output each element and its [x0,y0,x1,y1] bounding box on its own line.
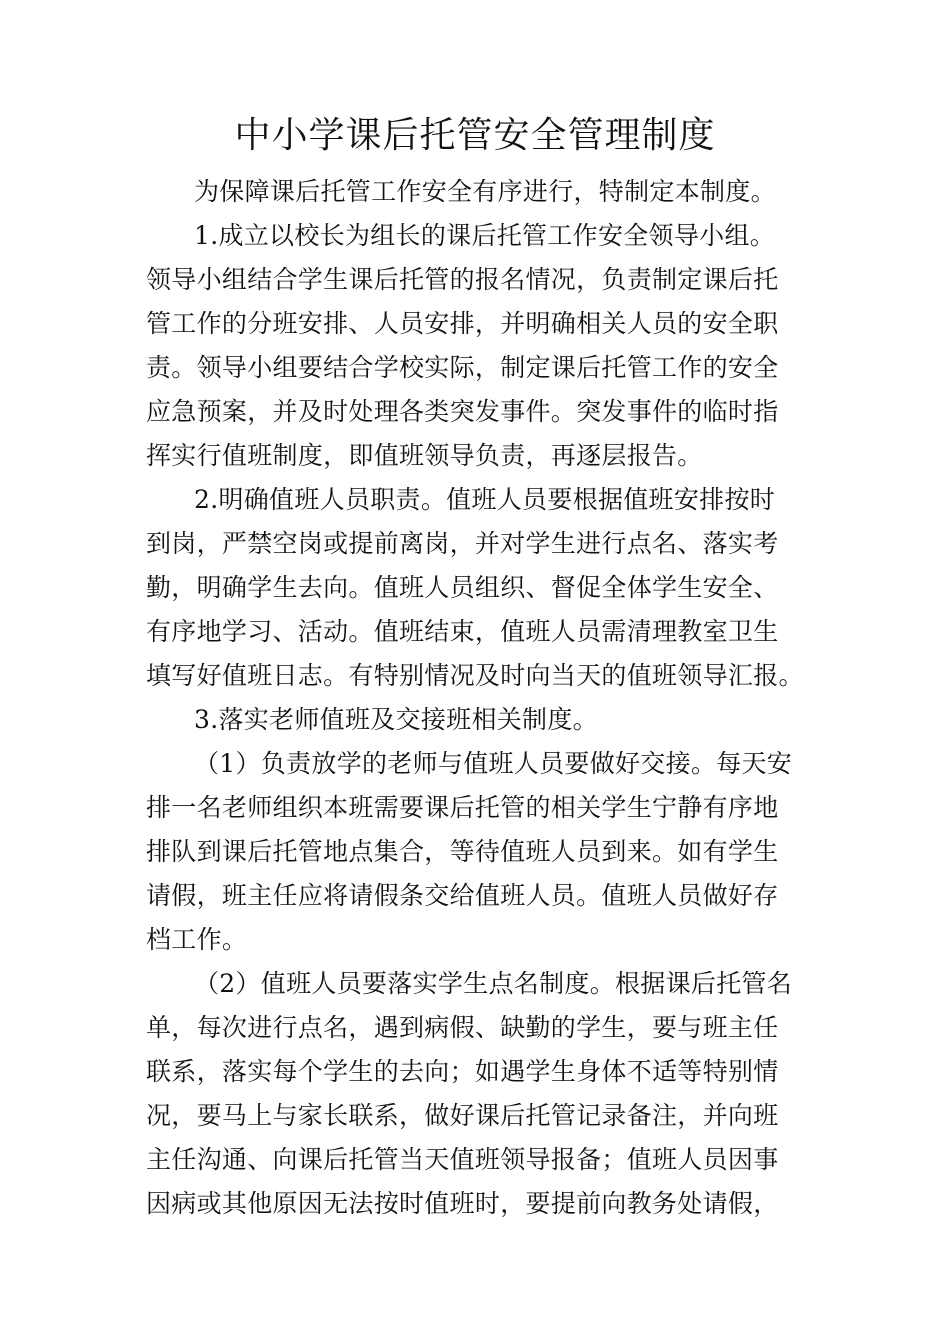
body-line: 挥实行值班制度，即值班领导负责，再逐层报告。 [146,441,703,470]
body-line: 排队到课后托管地点集合，等待值班人员到来。如有学生 [146,837,779,866]
body-line: 责。领导小组要结合学校实际，制定课后托管工作的安全 [146,353,779,382]
body-line: （2）值班人员要落实学生点名制度。根据课后托管名 [194,969,793,998]
body-line: 应急预案，并及时处理各类突发事件。突发事件的临时指 [146,397,779,426]
body-line: 主任沟通、向课后托管当天值班领导报备；值班人员因事 [146,1145,779,1174]
body-line: 况，要马上与家长联系，做好课后托管记录备注，并向班 [146,1101,779,1130]
body-line: 勤，明确学生去向。值班人员组织、督促全体学生安全、 [146,573,779,602]
body-line: （1）负责放学的老师与值班人员要做好交接。每天安 [194,749,793,778]
body-line: 1.成立以校长为组长的课后托管工作安全领导小组。 [194,221,776,250]
body-line: 单，每次进行点名，遇到病假、缺勤的学生，要与班主任 [146,1013,779,1042]
body-line: 有序地学习、活动。值班结束，值班人员需清理教室卫生 [146,617,779,646]
body-line: 请假，班主任应将请假条交给值班人员。值班人员做好存 [146,881,779,910]
body-line: 填写好值班日志。有特别情况及时向当天的值班领导汇报。 [146,661,804,690]
body-line: 排一名老师组织本班需要课后托管的相关学生宁静有序地 [146,793,779,822]
document-title: 中小学课后托管安全管理制度 [234,115,716,156]
intro-line: 为保障课后托管工作安全有序进行，特制定本制度。 [194,177,776,206]
body-line: 2.明确值班人员职责。值班人员要根据值班安排按时 [194,485,776,514]
body-line: 领导小组结合学生课后托管的报名情况，负责制定课后托 [146,265,779,294]
body-line: 到岗，严禁空岗或提前离岗，并对学生进行点名、落实考 [146,529,779,558]
body-line: 档工作。 [146,925,248,954]
body-line: 3.落实老师值班及交接班相关制度。 [194,705,598,734]
body-line: 联系，落实每个学生的去向；如遇学生身体不适等特别情 [146,1057,779,1086]
body-line: 因病或其他原因无法按时值班时，要提前向教务处请假， [146,1189,779,1218]
body-line: 管工作的分班安排、人员安排，并明确相关人员的安全职 [146,309,779,338]
